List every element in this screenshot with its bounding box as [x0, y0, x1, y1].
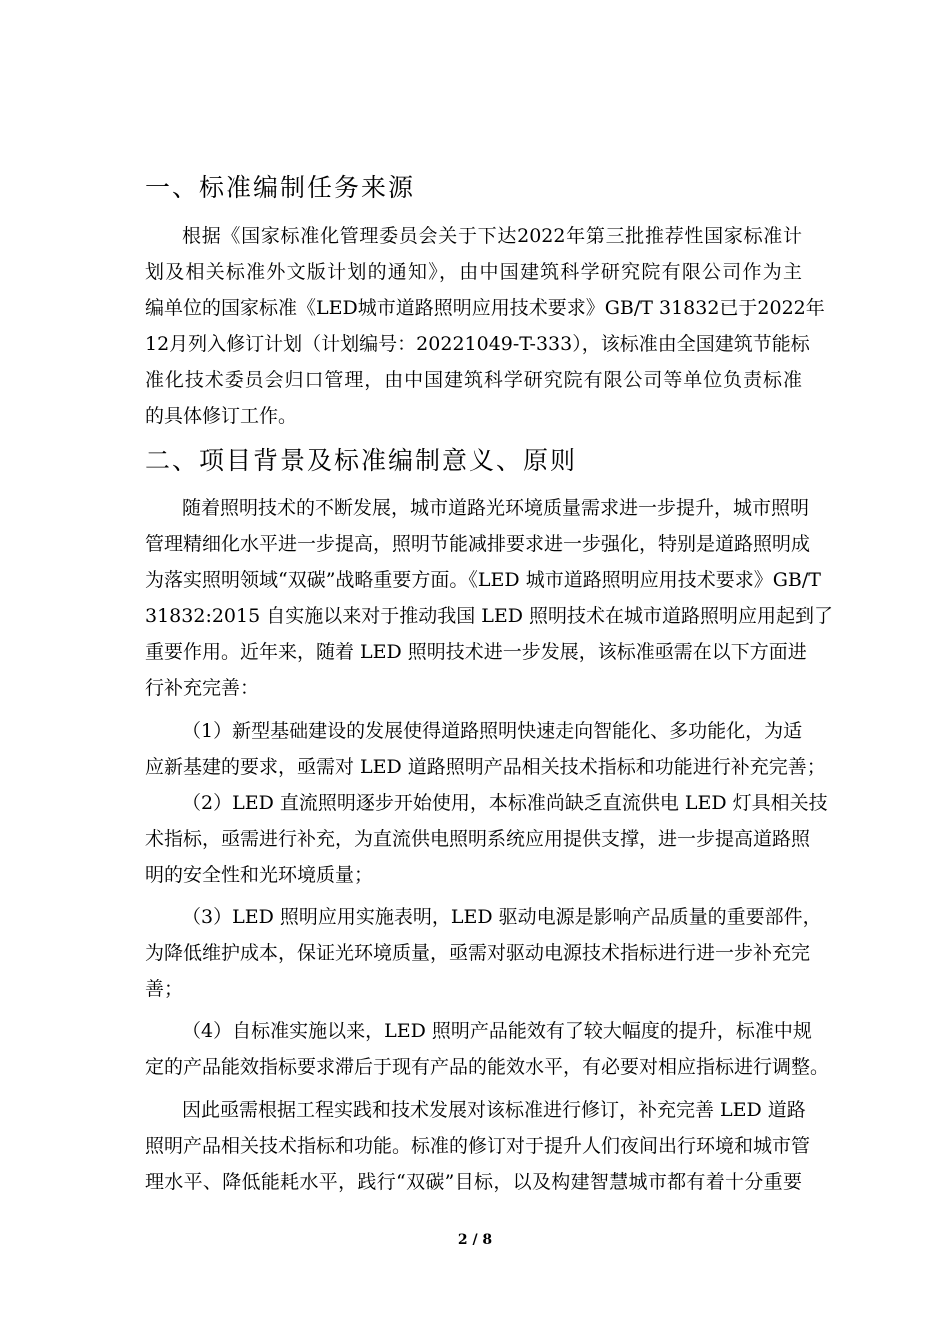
- list-item-2-line: （2）LED 直流照明逐步开始使用，本标准尚缺乏直流供电 LED 灯具相关技: [182, 792, 828, 814]
- list-item-4-line: 定的产品能效指标要求滞后于现有产品的能效水平，有必要对相应指标进行调整。: [145, 1056, 830, 1078]
- paragraph-line: 为落实照明领域“双碳”战略重要方面。《LED 城市道路照明应用技术要求》GB/T: [145, 569, 821, 591]
- paragraph-line: 管理精细化水平进一步提高，照明节能减排要求进一步强化，特别是道路照明成: [145, 533, 811, 555]
- list-item-3-line: 善；: [145, 978, 184, 1000]
- paragraph-line: 因此亟需根据工程实践和技术发展对该标准进行修订，补充完善 LED 道路: [182, 1099, 806, 1121]
- paragraph-line: 划及相关标准外文版计划的通知》，由中国建筑科学研究院有限公司作为主: [145, 261, 802, 283]
- section-1-heading: 一、标准编制任务来源: [145, 173, 416, 202]
- paragraph-line: 准化技术委员会归口管理，由中国建筑科学研究院有限公司等单位负责标准: [145, 369, 802, 391]
- list-item-1-line: （1）新型基础建设的发展使得道路照明快速走向智能化、多功能化，为适: [182, 720, 803, 742]
- section-2-heading: 二、项目背景及标准编制意义、原则: [145, 446, 578, 475]
- list-item-2-line: 术指标，亟需进行补充，为直流供电照明系统应用提供支撑，进一步提高道路照: [145, 828, 811, 850]
- paragraph-line: 重要作用。近年来，随着 LED 照明技术进一步发展，该标准亟需在以下方面进: [145, 641, 807, 663]
- paragraph-line: 编单位的国家标准《LED城市道路照明应用技术要求》GB/T 31832已于2022年: [145, 297, 825, 319]
- paragraph-line: 照明产品相关技术指标和功能。标准的修订对于提升人们夜间出行环境和城市管: [145, 1135, 811, 1157]
- list-item-2-line: 明的安全性和光环境质量；: [145, 864, 374, 886]
- list-item-4-line: （4）自标准实施以来，LED 照明产品能效有了较大幅度的提升，标准中规: [182, 1020, 812, 1042]
- page-number: 2 / 8: [457, 1232, 493, 1248]
- paragraph-line: 随着照明技术的不断发展，城市道路光环境质量需求进一步提升，城市照明: [182, 497, 810, 519]
- list-item-3-line: 为降低维护成本，保证光环境质量，亟需对驱动电源技术指标进行进一步补充完: [145, 942, 811, 964]
- list-item-1-line: 应新基建的要求，亟需对 LED 道路照明产品相关技术指标和功能进行补充完善；: [145, 756, 826, 778]
- paragraph-line: 行补充完善：: [145, 677, 260, 699]
- paragraph-line: 根据《国家标准化管理委员会关于下达2022年第三批推荐性国家标准计: [182, 225, 802, 247]
- paragraph-line: 理水平、降低能耗水平，践行“双碳”目标，以及构建智慧城市都有着十分重要: [145, 1171, 802, 1193]
- paragraph-line: 的具体修订工作。: [145, 405, 298, 427]
- list-item-3-line: （3）LED 照明应用实施表明，LED 驱动电源是影响产品质量的重要部件，: [182, 906, 822, 928]
- paragraph-line: 12月列入修订计划（计划编号：20221049-T-333），该标准由全国建筑节能标: [145, 333, 810, 355]
- paragraph-line: 31832:2015 自实施以来对于推动我国 LED 照明技术在城市道路照明应用起到了: [145, 605, 834, 627]
